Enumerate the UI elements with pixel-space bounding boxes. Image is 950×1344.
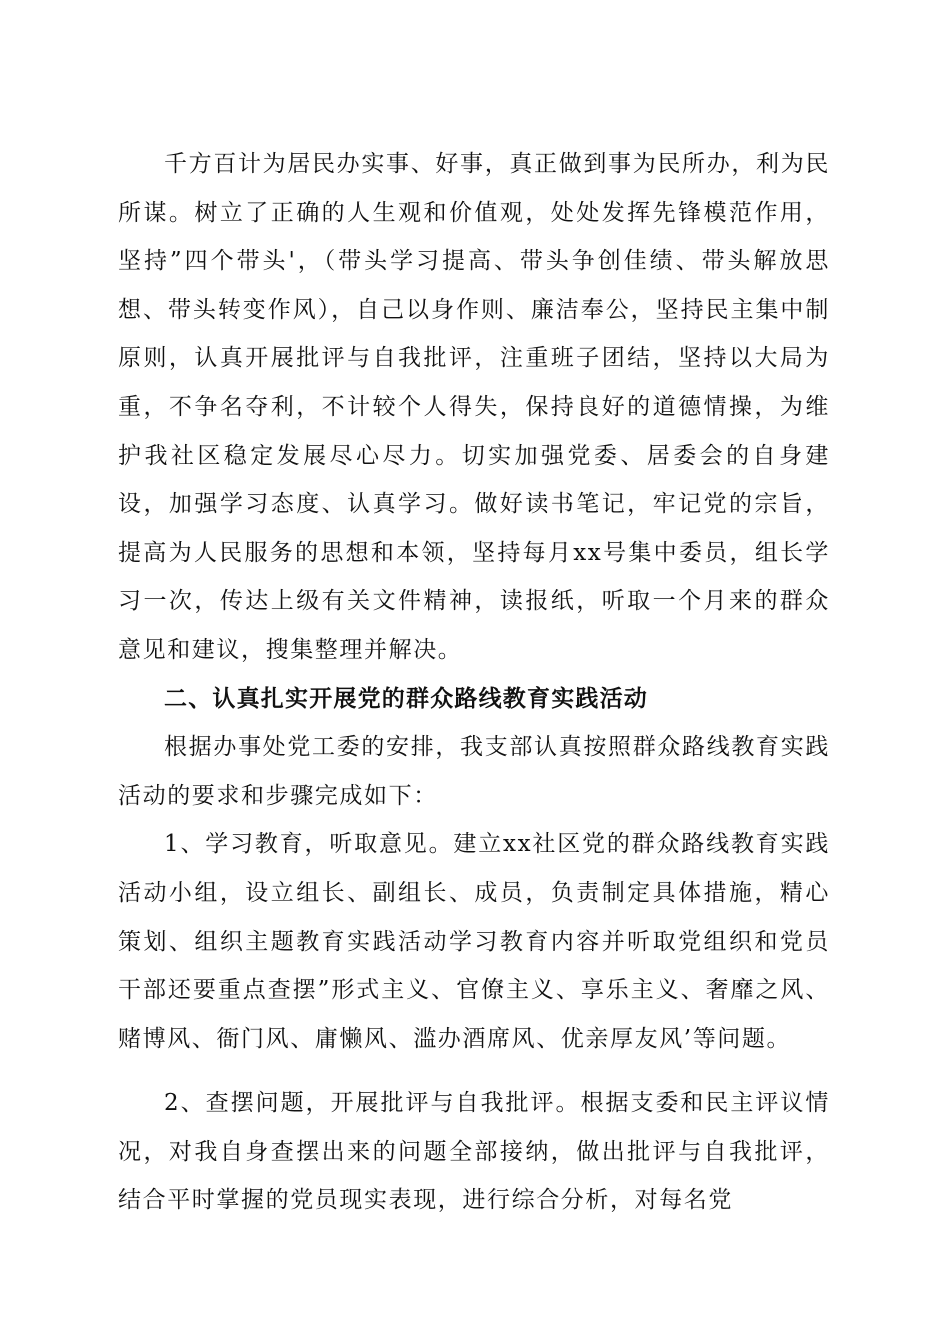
section-heading-mass-line: 二、认真扎实开展党的群众路线教育实践活动: [164, 685, 648, 712]
document-body: [118, 140, 830, 1225]
paragraph-service-commitment: 千方百计为居民办实事、好事，真正做到事为民所办，利为民所谋。树立了正确的人生观和价值观，处处发挥先锋模范作用，坚持”四个带头'，（带头学习提高、带头争创佳绩、带头解放思想、带头转变作风），自己以身作则、廉洁奉公，坚持民主集中制原则，认真开展批评与自我批评，注重班子团结，坚持以大局为重，不争名夺利，不计较个人得失，保持良好的道德情操，为维护我社区稳定发展尽心尽力。切实加强党委、居委会的自身建设，加强学习态度、认真学习。做好读书笔记，牢记党的宗旨，提高为人民服务的思想和本领，坚持每月xx号集中委员，组长学习一次，传达上级有关文件精神，读报纸，听取一个月来的群众意见和建议，搜集整理并解决。: [118, 151, 830, 663]
paragraph-study-education: 1、学习教育，听取意见。建立xx社区党的群众路线教育实践活动小组，设立组长、副组长、成员，负责制定具体措施，精心策划、组织主题教育实践活动学习教育内容并听取党组织和党员干部还要重点查摆”形式主义、官僚主义、享乐主义、奢靡之风、赌博风、衙门风、庸懒风、滥办酒席风、优亲厚友风’等问题。: [118, 831, 830, 1052]
paragraph-self-criticism: 2、查摆问题，开展批评与自我批评。根据支委和民主评议情况，对我自身查摆出来的问题全部接纳，做出批评与自我批评，结合平时掌握的党员现实表现，进行综合分析，对每名党: [118, 1090, 830, 1214]
paragraph-arrangement: 根据办事处党工委的安排，我支部认真按照群众路线教育实践活动的要求和步骤完成如下：: [118, 734, 830, 809]
